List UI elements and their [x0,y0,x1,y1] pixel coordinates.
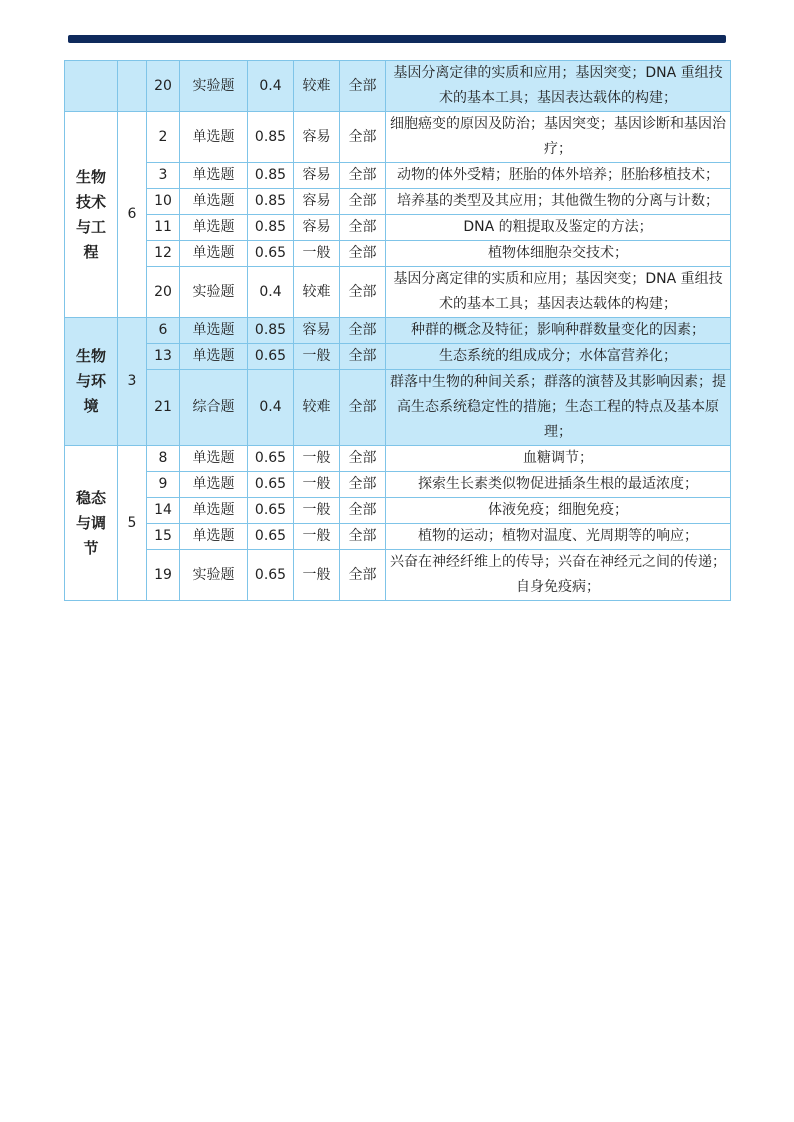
difficulty-level-cell: 一般 [294,524,340,550]
question-analysis-table [64,60,731,601]
difficulty-level-cell: 容易 [294,189,340,215]
knowledge-points-cell: 植物体细胞杂交技术； [386,241,731,267]
question-number-cell: 9 [147,472,180,498]
knowledge-points-cell: 基因分离定律的实质和应用；基因突变；DNA 重组技术的基本工具；基因表达载体的构建； [386,267,731,318]
section-count-cell: 3 [118,318,147,446]
question-number-cell: 12 [147,241,180,267]
section-count-cell [118,61,147,112]
question-type-cell: 单选题 [180,524,248,550]
question-number-cell: 15 [147,524,180,550]
question-type-cell: 实验题 [180,550,248,601]
difficulty-level-cell: 容易 [294,318,340,344]
knowledge-points-cell: 血糖调节； [386,446,731,472]
scope-cell: 全部 [340,472,386,498]
question-type-cell: 单选题 [180,215,248,241]
difficulty-level-cell: 一般 [294,344,340,370]
difficulty-coefficient-cell: 0.85 [248,318,294,344]
table-row [65,112,731,163]
difficulty-level-cell: 一般 [294,550,340,601]
scope-cell: 全部 [340,498,386,524]
difficulty-level-cell: 一般 [294,241,340,267]
difficulty-coefficient-cell: 0.4 [248,61,294,112]
difficulty-level-cell: 容易 [294,163,340,189]
difficulty-coefficient-cell: 0.4 [248,370,294,446]
knowledge-points-cell: 种群的概念及特征；影响种群数量变化的因素； [386,318,731,344]
table-row [65,267,731,318]
table-row [65,344,731,370]
question-number-cell: 8 [147,446,180,472]
difficulty-level-cell: 较难 [294,267,340,318]
scope-cell: 全部 [340,163,386,189]
scope-cell: 全部 [340,344,386,370]
scope-cell: 全部 [340,370,386,446]
difficulty-level-cell: 容易 [294,215,340,241]
table-row [65,241,731,267]
scope-cell: 全部 [340,550,386,601]
question-type-cell: 单选题 [180,112,248,163]
question-type-cell: 综合题 [180,370,248,446]
question-number-cell: 6 [147,318,180,344]
difficulty-level-cell: 一般 [294,498,340,524]
question-type-cell: 单选题 [180,189,248,215]
knowledge-points-cell: 兴奋在神经纤维上的传导；兴奋在神经元之间的传递；自身免疫病； [386,550,731,601]
table-row [65,370,731,446]
knowledge-points-cell: 细胞癌变的原因及防治；基因突变；基因诊断和基因治疗； [386,112,731,163]
question-number-cell: 11 [147,215,180,241]
scope-cell: 全部 [340,524,386,550]
difficulty-coefficient-cell: 0.85 [248,112,294,163]
table-row [65,189,731,215]
question-type-cell: 实验题 [180,267,248,318]
section-count-cell: 5 [118,446,147,601]
knowledge-points-cell: 体液免疫；细胞免疫； [386,498,731,524]
difficulty-level-cell: 容易 [294,112,340,163]
scope-cell: 全部 [340,61,386,112]
question-number-cell: 10 [147,189,180,215]
table-row [65,524,731,550]
scope-cell: 全部 [340,241,386,267]
difficulty-coefficient-cell: 0.65 [248,241,294,267]
table-row [65,318,731,344]
question-type-cell: 单选题 [180,446,248,472]
table-row [65,163,731,189]
table-row [65,446,731,472]
question-number-cell: 20 [147,267,180,318]
table-row [65,550,731,601]
table-row [65,61,731,112]
question-type-cell: 单选题 [180,472,248,498]
difficulty-level-cell: 一般 [294,472,340,498]
question-number-cell: 3 [147,163,180,189]
knowledge-points-cell: 动物的体外受精；胚胎的体外培养；胚胎移植技术； [386,163,731,189]
question-number-cell: 2 [147,112,180,163]
table-row [65,215,731,241]
section-count-cell: 6 [118,112,147,318]
difficulty-level-cell: 较难 [294,370,340,446]
table-row [65,472,731,498]
table-body [65,61,731,601]
scope-cell: 全部 [340,215,386,241]
difficulty-coefficient-cell: 0.85 [248,215,294,241]
section-name-cell [65,61,118,112]
knowledge-points-cell: DNA 的粗提取及鉴定的方法； [386,215,731,241]
question-type-cell: 实验题 [180,61,248,112]
knowledge-points-cell: 植物的运动；植物对温度、光周期等的响应； [386,524,731,550]
knowledge-points-cell: 群落中生物的种间关系；群落的演替及其影响因素；提高生态系统稳定性的措施；生态工程的特点及基本原理； [386,370,731,446]
difficulty-coefficient-cell: 0.65 [248,344,294,370]
question-number-cell: 21 [147,370,180,446]
difficulty-level-cell: 较难 [294,61,340,112]
scope-cell: 全部 [340,189,386,215]
scope-cell: 全部 [340,318,386,344]
difficulty-coefficient-cell: 0.85 [248,189,294,215]
difficulty-coefficient-cell: 0.85 [248,163,294,189]
knowledge-points-cell: 培养基的类型及其应用；其他微生物的分离与计数； [386,189,731,215]
scope-cell: 全部 [340,267,386,318]
question-type-cell: 单选题 [180,241,248,267]
difficulty-coefficient-cell: 0.65 [248,446,294,472]
question-type-cell: 单选题 [180,163,248,189]
scope-cell: 全部 [340,112,386,163]
difficulty-coefficient-cell: 0.65 [248,498,294,524]
knowledge-points-cell: 基因分离定律的实质和应用；基因突变；DNA 重组技术的基本工具；基因表达载体的构建； [386,61,731,112]
difficulty-level-cell: 一般 [294,446,340,472]
question-number-cell: 14 [147,498,180,524]
difficulty-coefficient-cell: 0.4 [248,267,294,318]
difficulty-coefficient-cell: 0.65 [248,550,294,601]
question-number-cell: 13 [147,344,180,370]
section-name-cell: 生物 技术 与工 程 [65,112,118,318]
question-type-cell: 单选题 [180,498,248,524]
question-number-cell: 19 [147,550,180,601]
question-type-cell: 单选题 [180,344,248,370]
question-number-cell: 20 [147,61,180,112]
difficulty-coefficient-cell: 0.65 [248,524,294,550]
section-name-cell: 生物 与环 境 [65,318,118,446]
scope-cell: 全部 [340,446,386,472]
section-name-cell: 稳态 与调 节 [65,446,118,601]
knowledge-points-cell: 探索生长素类似物促进插条生根的最适浓度； [386,472,731,498]
difficulty-coefficient-cell: 0.65 [248,472,294,498]
question-type-cell: 单选题 [180,318,248,344]
header-bar [68,35,726,43]
table-row [65,498,731,524]
knowledge-points-cell: 生态系统的组成成分；水体富营养化； [386,344,731,370]
